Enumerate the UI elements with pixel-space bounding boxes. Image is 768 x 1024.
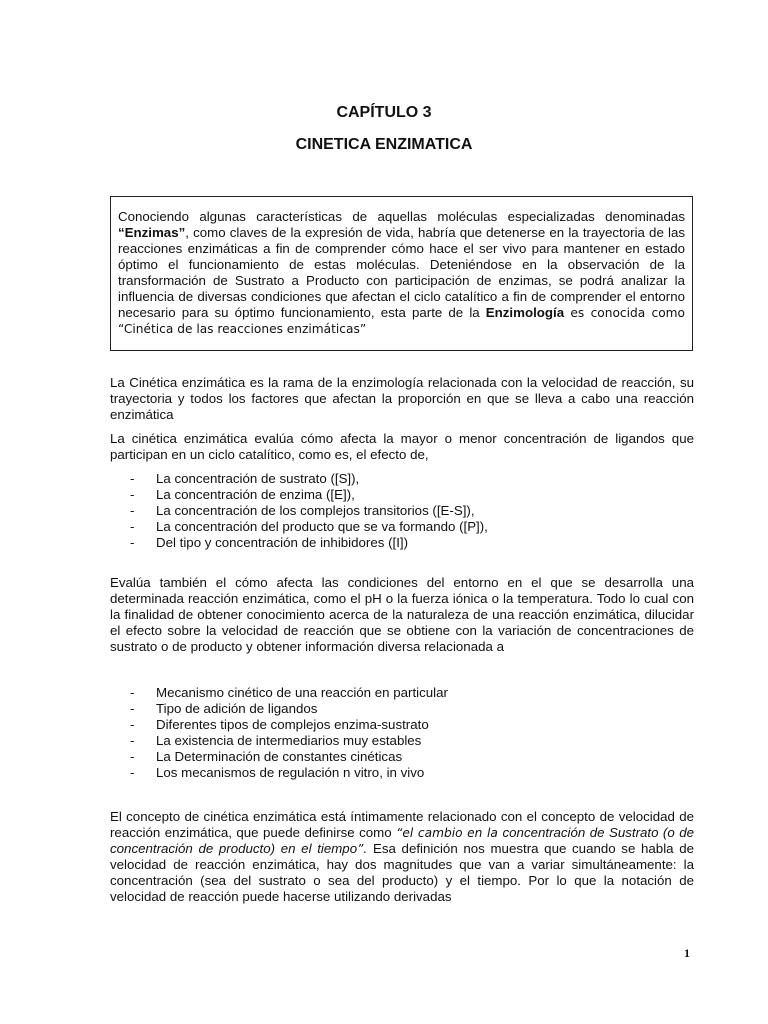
- list-item: [130, 749, 690, 765]
- list-dash: -: [130, 717, 135, 732]
- list-item: [130, 733, 690, 749]
- list-item: [130, 717, 690, 733]
- velocity-quote-close: ”.: [357, 842, 368, 856]
- list-item-text: Del tipo y concentración de inhibidores ([I]): [156, 535, 409, 550]
- list-dash: -: [130, 685, 135, 700]
- list-dash: -: [130, 701, 135, 716]
- list-dash: -: [130, 733, 135, 748]
- list-item-text: La concentración del producto que se va formando ([P]),: [156, 519, 488, 534]
- paragraph-velocity: [110, 809, 694, 905]
- velocity-quote-open: “el cambio en la: [396, 826, 503, 840]
- intro-box: [110, 196, 693, 351]
- list-item-text: Diferentes tipos de complejos enzima-sustrato: [156, 717, 429, 732]
- intro-bold-enzimas: “Enzimas”: [118, 225, 186, 240]
- intro-text-part-3: es conocida como “Cinética de las reacciones enzimáticas”: [118, 306, 685, 336]
- list-item: [130, 519, 690, 535]
- information-list: [130, 685, 690, 781]
- list-item: [130, 503, 690, 519]
- chapter-title: CINETICA ENZIMATICA: [295, 136, 473, 153]
- intro-bold-enzimologia: Enzimología: [485, 305, 565, 320]
- list-item-text: Mecanismo cinético de una reacción en particular: [156, 685, 448, 700]
- list-dash: -: [130, 503, 135, 518]
- list-dash: -: [130, 535, 135, 550]
- list-item-text: Los mecanismos de regulación n vitro, in vivo: [156, 765, 425, 780]
- page-number: 1: [684, 946, 690, 960]
- velocity-text-part-2: Esa definición nos muestra que cuando se habla de velocidad de reacción enzimática, hay dos magnitudes que van a variar simultáneamente: la concentración (sea del sustrato o sea del producto) y el tiempo. Por lo que la notación de velocidad de reacción puede hacerse utilizando derivadas: [110, 841, 694, 904]
- list-item-text: La concentración de enzima ([E]),: [156, 487, 355, 502]
- list-item: [130, 487, 690, 503]
- list-dash: -: [130, 765, 135, 780]
- list-item-text: La concentración de los complejos transitorios ([E-S]),: [156, 503, 475, 518]
- intro-text-part-2: , como claves de la expresión de vida, habría que detenerse en la trayectoria de las reacciones enzimáticas a fin de comprender cómo hace el ser vivo para mantener en estado óptimo el funcionamiento de estas moléculas. Deteniéndose en la observación de la transformación de Sustrato a Producto con participación de enzimas, se podrá analizar la influencia de diversas condiciones que afectan el ciclo catalítico a fin de comprender el entorno necesario para su óptimo funcionamiento, esta parte de la: [118, 225, 685, 320]
- velocity-quote-definition: concentración de Sustrato (o de concentración de producto) en el tiempo: [110, 825, 694, 856]
- chapter-number: CAPÍTULO 3: [336, 104, 432, 121]
- list-dash: -: [130, 519, 135, 534]
- list-item: [130, 685, 690, 701]
- ligand-effects-list: [130, 471, 690, 551]
- intro-text-part-1: Conociendo algunas características de aquellas moléculas especializadas denominadas: [118, 209, 685, 224]
- list-item-text: La existencia de intermediarios muy estables: [156, 733, 422, 748]
- list-dash: -: [130, 487, 135, 502]
- paragraph-evaluation: La cinética enzimática evalúa cómo afecta la mayor o menor concentración de ligandos que participan en un ciclo catalítico, como es, el efecto de,: [110, 431, 694, 462]
- list-item-text: La Determinación de constantes cinéticas: [156, 749, 403, 764]
- list-item: [130, 471, 690, 487]
- paragraph-environment: Evalúa también el cómo afecta las condiciones del entorno en el que se desarrolla una determinada reacción enzimática, como el pH o la fuerza iónica o la temperatura. Todo lo cual con la finalidad de obtener conocimiento acerca de la naturaleza de una reacción enzimática, dilucidar el efecto sobre la velocidad de reacción que se obtiene con la variación de concentraciones de sustrato o de producto y obtener información diversa relacionada a: [110, 575, 694, 654]
- list-item: [130, 765, 690, 781]
- intro-text: [118, 209, 685, 337]
- list-item: [130, 701, 690, 717]
- paragraph-definition: La Cinética enzimática es la rama de la enzimología relacionada con la velocidad de reacción, su trayectoria y todos los factores que afectan la proporción en que se lleva a cabo una reacción enzimática: [110, 375, 694, 422]
- list-dash: -: [130, 749, 135, 764]
- velocity-text-part-1: El concepto de cinética enzimática está íntimamente relacionado con el concepto de velocidad de reacción enzimática, que puede definirse como: [110, 809, 694, 840]
- list-item-text: Tipo de adición de ligandos: [156, 701, 318, 716]
- list-item-text: La concentración de sustrato ([S]),: [156, 471, 360, 486]
- list-item: [130, 535, 690, 551]
- list-dash: -: [130, 471, 135, 486]
